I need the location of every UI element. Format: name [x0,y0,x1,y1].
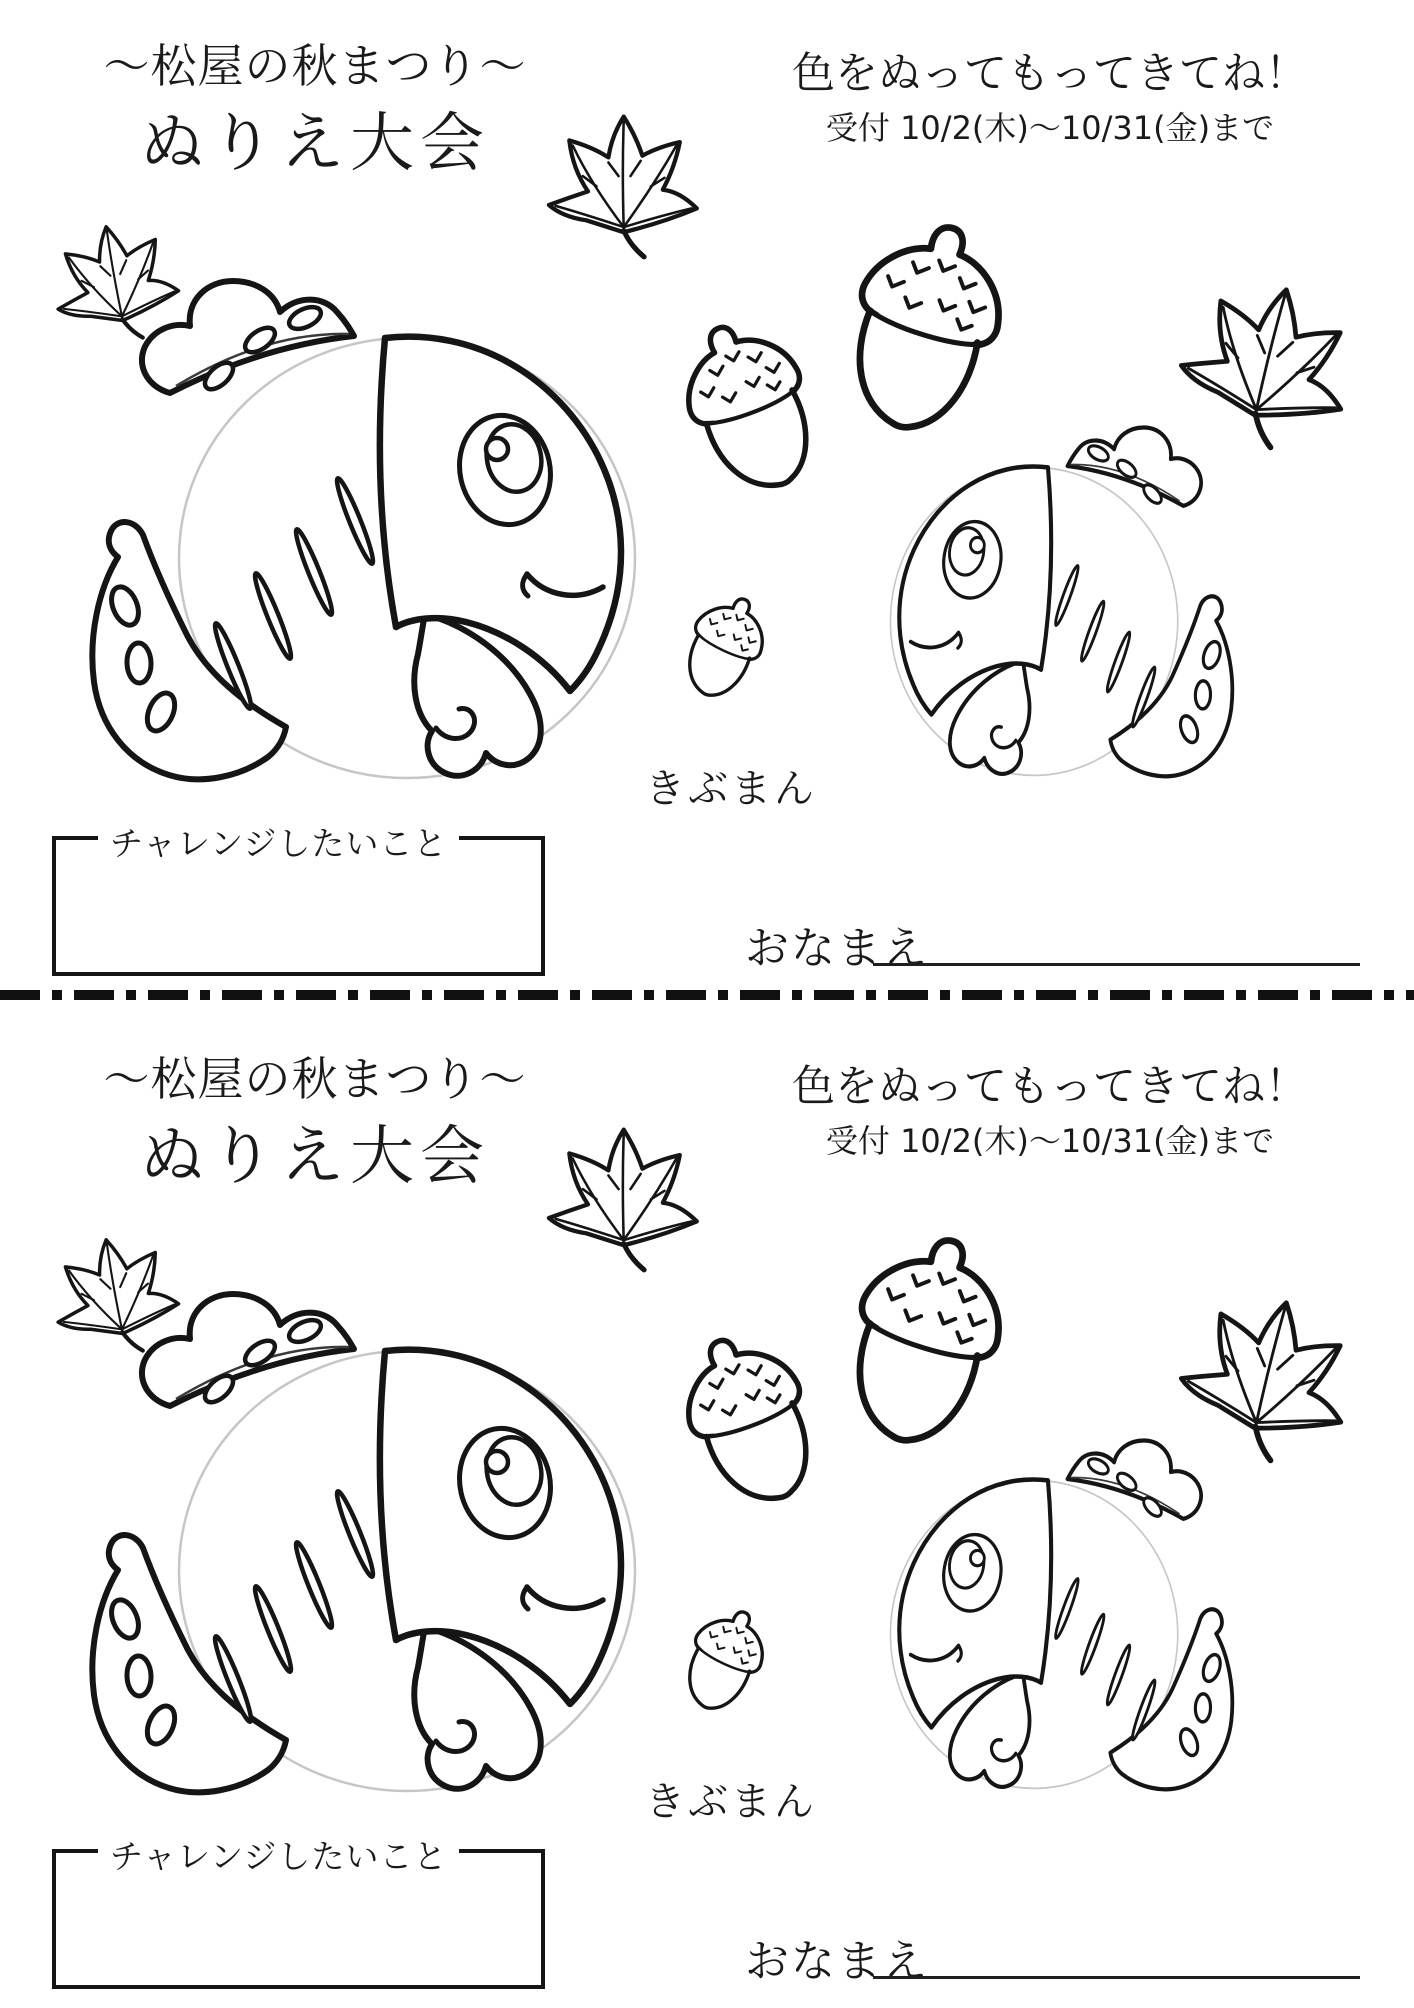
kibuman-fish-large [92,281,635,779]
maple-leaf-icon [1167,1283,1365,1475]
event-title: ぬりえ大会 [140,1120,490,1194]
challenge-label: チャレンジしたいこと [98,1831,459,1878]
challenge-write-in-box [52,824,545,976]
maple-leaf-icon [549,117,697,257]
reception-period: 受付 10/2(木)～10/31(金)まで [825,109,1275,147]
challenge-label: チャレンジしたいこと [98,818,459,865]
dash-dot-cut-line [0,990,1414,1000]
flyer-sheet-bottom [0,1013,1414,2008]
kibuman-fish-large [92,1294,635,1792]
character-name-label: きぶまん [645,1779,817,1825]
acorn-icon [672,586,778,708]
kibuman-fish-small [890,428,1232,777]
instruction-text: 色をぬってもってきてね！ [792,1062,1308,1112]
name-write-line [873,1976,1360,1979]
maple-leaf-icon [549,1130,697,1270]
acorn-icon [672,1599,778,1721]
flyer-sheet-top [0,0,1414,995]
name-row [745,912,1360,974]
acorn-icon [665,1320,835,1519]
acorn-icon [665,307,835,506]
festival-title: ～松屋の秋まつり～ [103,39,527,93]
name-label: おなまえ [745,923,929,974]
challenge-write-in-box [52,1837,545,1989]
event-title: ぬりえ大会 [140,107,490,181]
acorn-icon [829,1222,1020,1458]
kibuman-fish-small [890,1441,1232,1790]
reception-period: 受付 10/2(木)～10/31(金)まで [825,1122,1275,1160]
name-write-line [873,963,1360,966]
maple-leaf-icon [1167,270,1365,462]
festival-title: ～松屋の秋まつり～ [103,1052,527,1106]
name-row [745,1925,1360,1987]
character-name-label: きぶまん [645,766,817,812]
acorn-icon [829,209,1020,445]
instruction-text: 色をぬってもってきてね！ [792,49,1308,99]
name-label: おなまえ [745,1936,929,1987]
